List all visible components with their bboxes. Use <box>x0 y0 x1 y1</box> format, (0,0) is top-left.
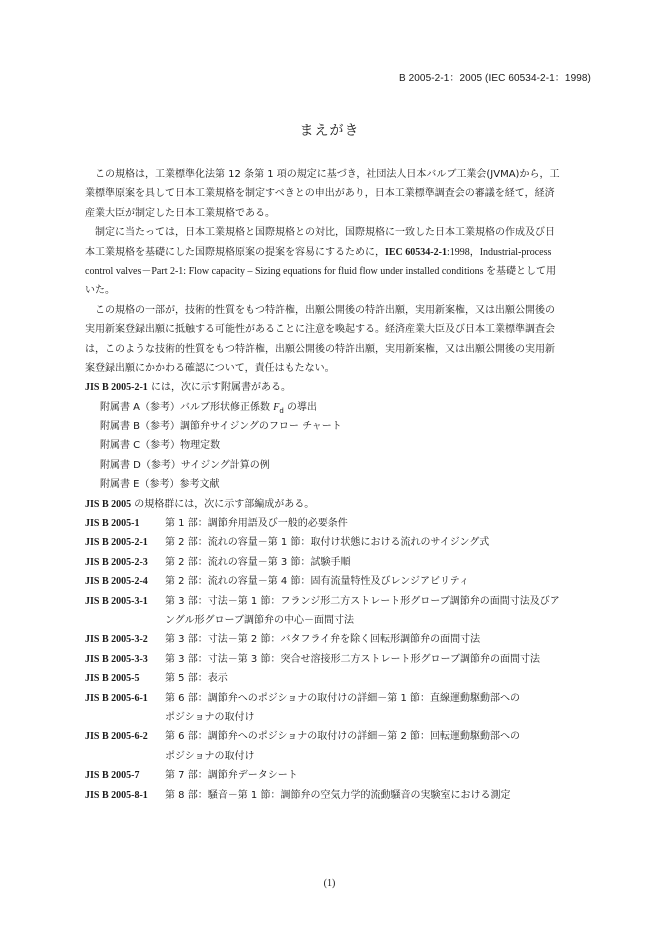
annex-title: バルブ形状修正係数 <box>180 401 274 413</box>
annex-intro-code: JIS B 2005-2-1 <box>85 382 148 394</box>
annex-type: （参考） <box>140 421 181 433</box>
annex-label: 附属書 D <box>100 459 141 471</box>
standard-code: JIS B 2005-8-1 <box>85 789 148 801</box>
standard-title: 第 6 部：調節弁へのポジショナの取付けの詳細－第 2 節：回転運動駆動部への <box>165 731 520 743</box>
standard-item <box>85 689 591 708</box>
standard-item <box>85 572 591 591</box>
annex-symbol-subscript: d <box>279 406 284 415</box>
page-title: まえがき <box>299 123 360 139</box>
standard-title: 第 3 部：寸法－第 1 節：フランジ形二方ストレート形グローブ調節弁の面間寸法及びア <box>165 595 560 607</box>
annex-item <box>85 475 591 494</box>
standard-title-continuation: ングル形グローブ調節弁の中心－面間寸法 <box>165 614 354 626</box>
standard-item <box>85 786 591 805</box>
annex-item <box>85 456 591 475</box>
paragraph-text: 本工業規格を基礎にした国際規格原案の提案を容易にするために， <box>85 246 385 258</box>
paragraph-line: この規格の一部が，技術的性質をもつ特許権，出願公開後の特許出願，実用新案権，又は出願公開後の <box>95 304 555 316</box>
annex-item <box>85 398 591 417</box>
paragraph-line: 案登録出願にかかわる確認について，責任はもたない。 <box>85 362 335 374</box>
paragraph-line: は，このような技術的性質をもつ特許権，出願公開後の特許出願，実用新案権，又は出願公開後の実用新 <box>85 343 555 355</box>
standard-title: 第 2 部：流れの容量－第 3 節：試験手順 <box>165 556 351 568</box>
paragraph-line: 実用新案登録出願に抵触する可能性があることに注意を喚起する。経済産業大臣及び日本工業標準調査会 <box>85 324 555 336</box>
standard-code: JIS B 2005-3-3 <box>85 653 148 665</box>
standard-code: JIS B 2005-2-1 <box>85 537 148 549</box>
annex-title: 調節弁サイジングのフロー チャート <box>180 421 342 433</box>
annex-intro-text: には，次に示す附属書がある。 <box>147 382 291 394</box>
paragraph-3 <box>85 301 591 379</box>
annex-type: （参考） <box>140 440 181 452</box>
paragraph-line: 業標準原案を具して日本工業規格を制定すべきとの申出があり，日本工業標準調査会の審議を経て，経済 <box>85 188 555 200</box>
iec-reference-suffix: :1998，Industrial-process <box>446 246 552 258</box>
annex-label: 附属書 A <box>100 401 141 413</box>
standard-item <box>85 553 591 572</box>
annex-item <box>85 417 591 436</box>
annex-type: （参考） <box>139 479 180 491</box>
annex-type: （参考） <box>140 459 181 471</box>
standard-title: 第 2 部：流れの容量－第 1 節：取付け状態における流れのサイジング式 <box>165 537 490 549</box>
annex-title: 参考文献 <box>179 479 220 491</box>
standard-code: JIS B 2005-6-2 <box>85 731 148 743</box>
paragraph-1 <box>85 165 591 223</box>
page-number: (1) <box>323 878 336 889</box>
standard-item <box>85 766 591 785</box>
annex-title: 物理定数 <box>180 440 221 452</box>
annex-title: サイジング計算の例 <box>180 459 270 471</box>
standard-title-continuation: ポジショナの取付け <box>165 711 255 723</box>
standard-code: JIS B 2005-1 <box>85 518 140 530</box>
annex-list <box>85 398 591 495</box>
standard-item <box>85 650 591 669</box>
standard-title: 第 3 部：寸法－第 2 節：バタフライ弁を除く回転形調節弁の面間寸法 <box>165 634 481 646</box>
annex-symbol: F <box>273 401 280 413</box>
standards-list <box>85 514 591 805</box>
paragraph-line: いた。 <box>85 285 115 297</box>
standard-code: JIS B 2005-2-4 <box>85 576 148 588</box>
annex-label: 附属書 E <box>100 479 140 491</box>
standard-item <box>85 727 591 746</box>
standard-item <box>85 592 591 611</box>
standard-title: 第 3 部：寸法－第 3 節：突合せ溶接形二方ストレート形グローブ調節弁の面間寸法 <box>165 653 540 665</box>
standard-title: 第 7 部：調節弁データシート <box>165 770 298 782</box>
paragraph-line <box>85 243 591 262</box>
document-header-standard-number: B 2005-2-1：2005 (IEC 60534-2-1：1998) <box>398 73 591 84</box>
series-intro-code: JIS B 2005 <box>85 498 132 510</box>
standard-title-continuation: ポジショナの取付け <box>165 750 255 762</box>
standard-title: 第 5 部：表示 <box>165 673 228 685</box>
annex-intro <box>85 378 591 397</box>
paragraph-line: 制定に当たっては，日本工業規格と国際規格との対比，国際規格に一致した日本工業規格の作成及び日 <box>95 227 555 239</box>
standard-title: 第 6 部：調節弁へのポジショナの取付けの詳細－第 1 節：直線運動駆動部への <box>165 692 520 704</box>
annex-title-end: の導出 <box>283 401 317 413</box>
standard-item <box>85 533 591 552</box>
standard-code: JIS B 2005-5 <box>85 673 140 685</box>
standard-code: JIS B 2005-3-1 <box>85 595 148 607</box>
standard-code: JIS B 2005-6-1 <box>85 692 148 704</box>
standard-title: 第 2 部：流れの容量－第 4 節：固有流量特性及びレンジアビリティ <box>165 576 469 588</box>
standard-title: 第 8 部：騒音－第 1 節：調節弁の空気力学的流動騒音の実験室における測定 <box>165 789 511 801</box>
paragraph-line: control valves－Part 2-1: Flow capacity – Sizing equations for fluid flow under installed conditions を基礎として用 <box>85 265 557 277</box>
series-intro <box>85 495 591 514</box>
standard-code: JIS B 2005-3-2 <box>85 634 148 646</box>
standard-item <box>85 669 591 688</box>
annex-item <box>85 436 591 455</box>
series-intro-text: の規格群には，次に示す部編成がある。 <box>131 498 315 510</box>
standard-code: JIS B 2005-2-3 <box>85 556 148 568</box>
standard-item <box>85 630 591 649</box>
standard-title: 第 1 部：調節弁用語及び一般的必要条件 <box>165 518 348 530</box>
annex-label: 附属書 C <box>100 440 141 452</box>
annex-label: 附属書 B <box>100 421 141 433</box>
paragraph-line: この規格は，工業標準化法第 12 条第 1 項の規定に基づき，社団法人日本バルブ工業会(JVMA)から，工 <box>95 169 560 180</box>
foreword-body <box>85 165 591 805</box>
paragraph-line: 産業大臣が制定した日本工業規格である。 <box>85 207 275 219</box>
paragraph-2 <box>85 223 591 301</box>
standard-item <box>85 514 591 533</box>
iec-reference: IEC 60534-2-1 <box>385 246 447 258</box>
annex-type: （参考） <box>140 401 181 413</box>
standard-code: JIS B 2005-7 <box>85 770 140 782</box>
